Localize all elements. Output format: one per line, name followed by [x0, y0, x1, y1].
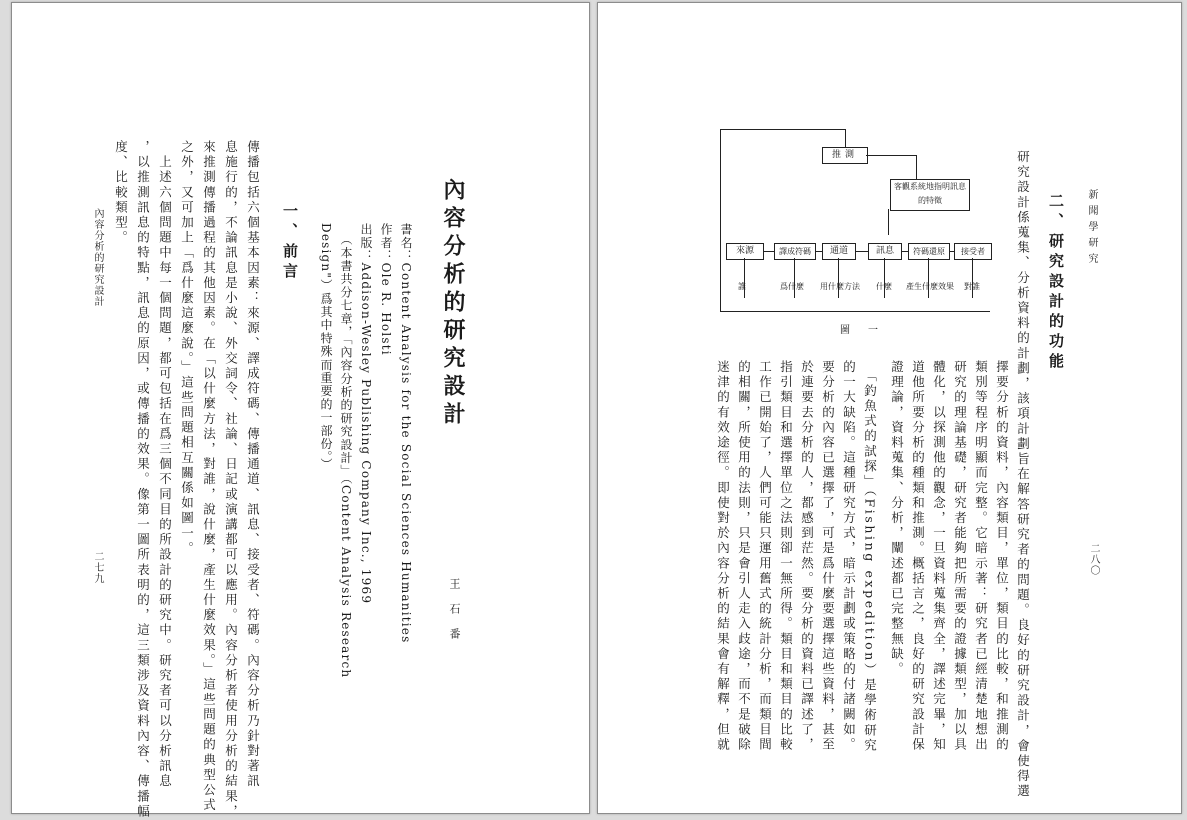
paragraph-line: 研究的理論基礎，研究者能夠把所需要的證據類型，加以具 [952, 360, 968, 753]
chain-box: 來源 [726, 243, 764, 260]
paragraph-line: 度、比較類型。 [113, 140, 129, 246]
chain-box: 符碼還原 [908, 243, 950, 260]
paragraph-line: 於連要去分析的人，都感到茫然。要分析的資料已譯述了， [799, 360, 815, 753]
left-page [11, 2, 590, 820]
page-number: 二八〇 [1088, 543, 1099, 576]
book-info-author: 作者：Ole R. Holsti [379, 223, 393, 356]
chain-box: 訊息 [868, 243, 902, 260]
figure-caption: 圖一 [840, 325, 896, 336]
infer-box: 推測 [822, 147, 868, 164]
paragraph-line: 迷津的有效途徑。即使對於內容分析的結果會有解釋，但就 [715, 360, 731, 753]
running-head: 新聞學研究 [1086, 189, 1097, 269]
section-heading-function: 二、研究設計的功能 [1047, 193, 1065, 373]
paragraph-line: 要分析的內容已選擇了，可是爲什麼要選擇這些資料，甚至 [820, 360, 836, 753]
question-label: 什麼 [876, 282, 892, 291]
paragraph-line: 「釣魚式的試探」（Fishing expedition）是學術研究 [862, 360, 878, 754]
paragraph-line: ，以推測訊息的特點，訊息的原因，或傳播的效果。像第一圖所表明的，這三類涉及資料內容、傳播幅 [135, 140, 151, 820]
paragraph-line: 證理論，資料蒐集、分析，闡述都已完整無缺。 [889, 360, 905, 678]
paragraph-line: 道他所要分析的種類和推測。概括言之，良好的研究設計保 [910, 360, 926, 753]
book-info-publisher: 出版：Addison-Wesley Publishing Company Inc., 1969 [359, 223, 373, 605]
paragraph-line: 類別等程序明顯而完整。它暗示著：研究者已經清楚地想出 [973, 360, 989, 753]
intro-line: 研究設計係蒐集、分析資料的計劃，該項計劃旨在解答研究者的問題。良好的研究設計，會使得選 [1015, 150, 1031, 800]
running-head: 內容分析的研究設計 [92, 208, 103, 307]
paragraph-line: 的一大缺陷。這種研究方式，暗示計劃或策略的付諸闕如。 [841, 360, 857, 753]
paragraph-line: 來推測傳播過程的其他因素。在「以什麼方法，對誰，說什麼，產生什麼效果。」這些問題的典型公式 [201, 140, 217, 814]
chain-box: 通道 [822, 243, 856, 260]
question-label: 產生什麼效果 [906, 282, 954, 291]
question-label: 對誰 [964, 282, 980, 291]
chain-box: 譯成符碼 [774, 243, 816, 260]
author-name: 王石番 [448, 578, 461, 653]
paragraph-line: 息施行的，不論訊息是小說、外交詞令、社論、日記或演講都可以應用。內容分析者使用分析的結果， [223, 140, 239, 820]
question-label: 誰 [738, 282, 746, 291]
section-heading-intro: 一、前言 [281, 203, 299, 283]
goal-box: 客觀系統地指明訊息的特徵 [890, 179, 970, 211]
book-info-title: 書名：Content Analysis for the Social Sciences Humanities [399, 223, 413, 644]
paragraph-line: 指引類目和選擇單位之法則卻一無所得。類目和類目的比較 [778, 360, 794, 753]
book-info-note-1: （本書共分七章，「內容分析的研究設計」（Content Analysis Research [339, 233, 353, 679]
book-info-note-2: Design"）爲其中特殊而重要的一部份。） [319, 223, 333, 472]
paragraph-line: 上述六個問題中每一個問題，都可包括在爲三個不同目的所設計的研究中。研究者可以分析訊息 [157, 140, 173, 790]
paragraph-line: 擇要分析的資料，內容類目，單位，類目的比較，和推測的 [994, 360, 1010, 753]
paragraph-line: 體化，以探測他的觀念，一旦資料蒐集齊全，譯述完畢，知 [931, 360, 947, 753]
paragraph-line: 之外，又可加上「爲什麼這麼說。」這些問題相互關係如圖一。 [179, 140, 195, 557]
article-title: 內容分析的研究設計 [440, 178, 466, 430]
paragraph-line: 工作已開始了，人們可能只運用舊式的統計分析，而類目間 [757, 360, 773, 753]
question-label: 爲什麼 [780, 282, 804, 291]
figure-communication-model [710, 123, 1010, 336]
paragraph-line: 的相關，所使用的法則，只是會引人走入歧途，而不是破除 [736, 360, 752, 753]
chain-box: 接受者 [954, 243, 992, 260]
right-page [597, 2, 1182, 814]
page-number: 二七九 [92, 551, 103, 584]
paragraph-line: 傳播包括六個基本因素：來源、譯成符碼、傳播通道、訊息、接受者、符碼。內容分析乃針對著訊 [245, 140, 261, 790]
question-label: 用什麼方法 [820, 282, 860, 291]
